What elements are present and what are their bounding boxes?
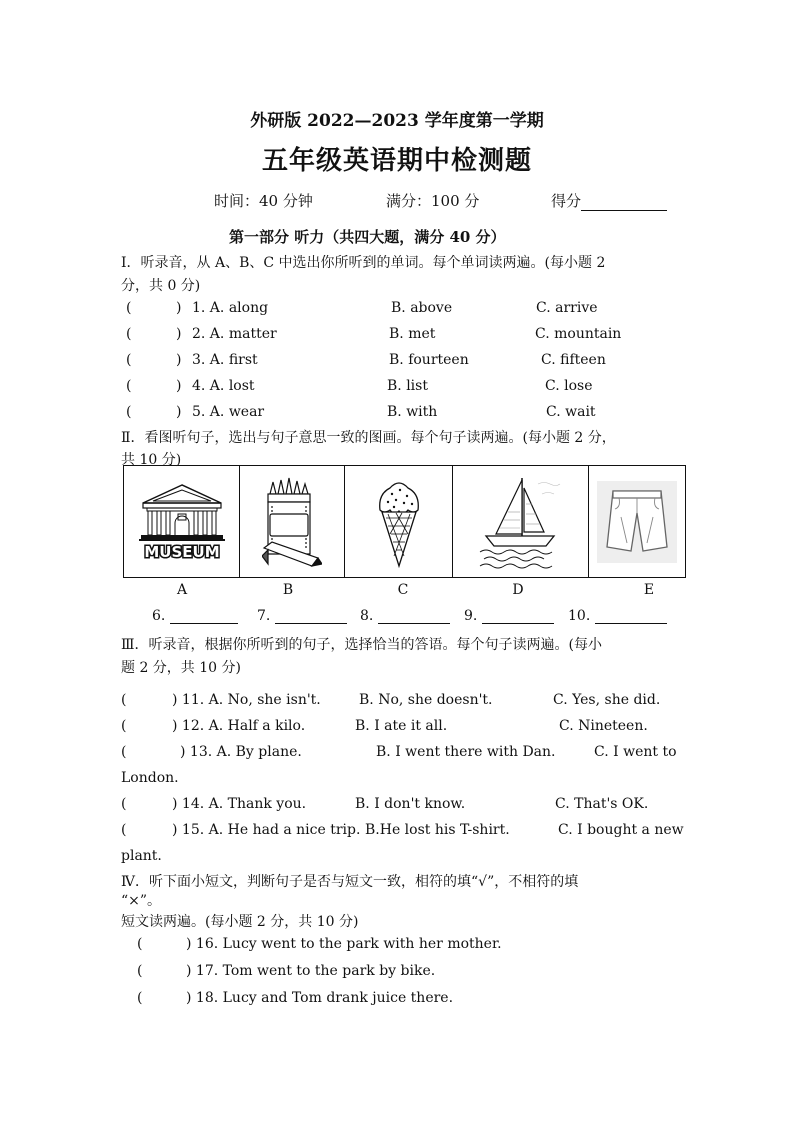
sailboat-icon [478,474,562,570]
option-c: C. mountain [535,326,622,342]
option-a: ) 12. A. Half a kilo. [172,718,306,734]
answer-blank-8[interactable]: 8. [360,608,450,624]
option-a: 1. A. along [192,300,269,316]
picture-table [123,465,686,578]
answer-bracket[interactable]: ( [137,963,143,979]
score-field[interactable] [551,190,667,211]
section2-instruction-1: Ⅱ．看图听句子，选出与句子意思一致的图画。每个句子读两遍。(每小题 2 分， [121,430,616,446]
answer-bracket[interactable]: ( [126,352,132,368]
option-c-continued: plant. [121,848,162,864]
option-c: C. Yes, she did. [553,692,661,708]
section4-instruction-3: 短文读两遍。(每小题 2 分，共 10 分) [121,914,359,930]
picture-label-a: A [176,582,188,598]
answer-blank-9[interactable]: 9. [464,608,554,624]
option-c: C. arrive [536,300,598,316]
option-c: C. I bought a new [558,822,684,838]
museum-icon [137,481,227,563]
option-a: 3. A. first [192,352,258,368]
answer-blank-7[interactable]: 7. [257,608,347,624]
section2-instruction-2: 共 10 分) [121,452,182,468]
picture-cell-c [345,466,452,577]
section1-instruction-2: 分，共 0 分) [121,278,201,294]
picture-cell-b [240,466,345,577]
option-a: ) 15. A. He had a nice trip. [172,822,361,838]
option-b: B. I don't know. [355,796,466,812]
answer-bracket[interactable]: ( [137,990,143,1006]
option-b: B. with [387,404,438,420]
option-a: 2. A. matter [192,326,277,342]
option-b: B. No, she doesn't. [359,692,493,708]
option-b: B. above [391,300,453,316]
exam-title: 五年级英语期中检测题 [261,146,532,176]
answer-blank-10[interactable]: 10. [568,608,667,624]
option-b: B. fourteen [389,352,469,368]
exam-full-score: 满分：100 分 [386,192,480,210]
option-a: 4. A. lost [192,378,255,394]
option-c-continued: London. [121,770,179,786]
section1-instruction-1: Ⅰ．听录音，从 A、B、C 中选出你所听到的单词。每个单词读两遍。(每小题 2 [121,255,606,271]
answer-bracket[interactable]: ( [121,692,127,708]
answer-bracket[interactable]: ( [126,300,132,316]
option-c: C. lose [545,378,593,394]
option-a: 5. A. wear [192,404,265,420]
option-a: ) 11. A. No, she isn't. [172,692,321,708]
option-b: B. I went there with Dan. [376,744,556,760]
statement: ) 18. Lucy and Tom drank juice there. [186,990,454,1006]
picture-cell-a [124,466,240,577]
score-blank[interactable] [581,196,667,211]
picture-label-e: E [643,582,655,598]
picture-cell-e [589,466,685,577]
picture-cell-d [453,466,589,577]
option-c: C. wait [546,404,596,420]
section4-instruction-2: “×”。 [121,893,162,909]
picture-label-c: C [397,582,409,598]
crayons-icon [262,476,322,568]
answer-bracket[interactable]: ( [126,404,132,420]
option-a: ) 13. A. By plane. [180,744,302,760]
option-c: C. Nineteen. [559,718,648,734]
answer-bracket[interactable]: ( [121,718,127,734]
answer-bracket[interactable]: ( [121,744,127,760]
picture-label-b: B [282,582,294,598]
option-b: B. met [389,326,436,342]
answer-blank-6[interactable]: 6. [152,608,238,624]
statement: ) 16. Lucy went to the park with her mother. [186,936,502,952]
option-b: B. I ate it all. [355,718,448,734]
answer-bracket[interactable]: ( [121,822,127,838]
option-c: C. I went to [594,744,677,760]
section3-instruction-1: Ⅲ．听录音，根据你所听到的句子，选择恰当的答语。每个句子读两遍。(每小 [121,637,602,653]
answer-bracket[interactable]: ( [126,326,132,342]
section4-instruction-1: Ⅳ．听下面小短文，判断句子是否与短文一致，相符的填“√”，不相符的填 [121,874,579,890]
score-label: 得分 [551,192,582,210]
option-c: C. That's OK. [555,796,649,812]
exam-time: 时间：40 分钟 [214,192,313,210]
answer-bracket[interactable]: ( [121,796,127,812]
picture-label-d: D [512,582,524,598]
statement: ) 17. Tom went to the park by bike. [186,963,436,979]
part1-title: 第一部分 听力（共四大题，满分 40 分） [229,228,506,246]
ice-cream-icon [374,476,424,568]
option-b: B. list [387,378,428,394]
answer-bracket[interactable]: ( [126,378,132,394]
option-a: ) 14. A. Thank you. [172,796,307,812]
section3-instruction-2: 题 2 分，共 10 分) [121,660,241,676]
answer-bracket[interactable]: ( [137,936,143,952]
shorts-icon [595,477,679,567]
exam-subtitle: 外研版 2022—2023 学年度第一学期 [250,111,544,131]
museum-sign-text: MUSEUM [143,542,220,561]
option-c: C. fifteen [541,352,606,368]
option-b: B.He lost his T-shirt. [365,822,510,838]
